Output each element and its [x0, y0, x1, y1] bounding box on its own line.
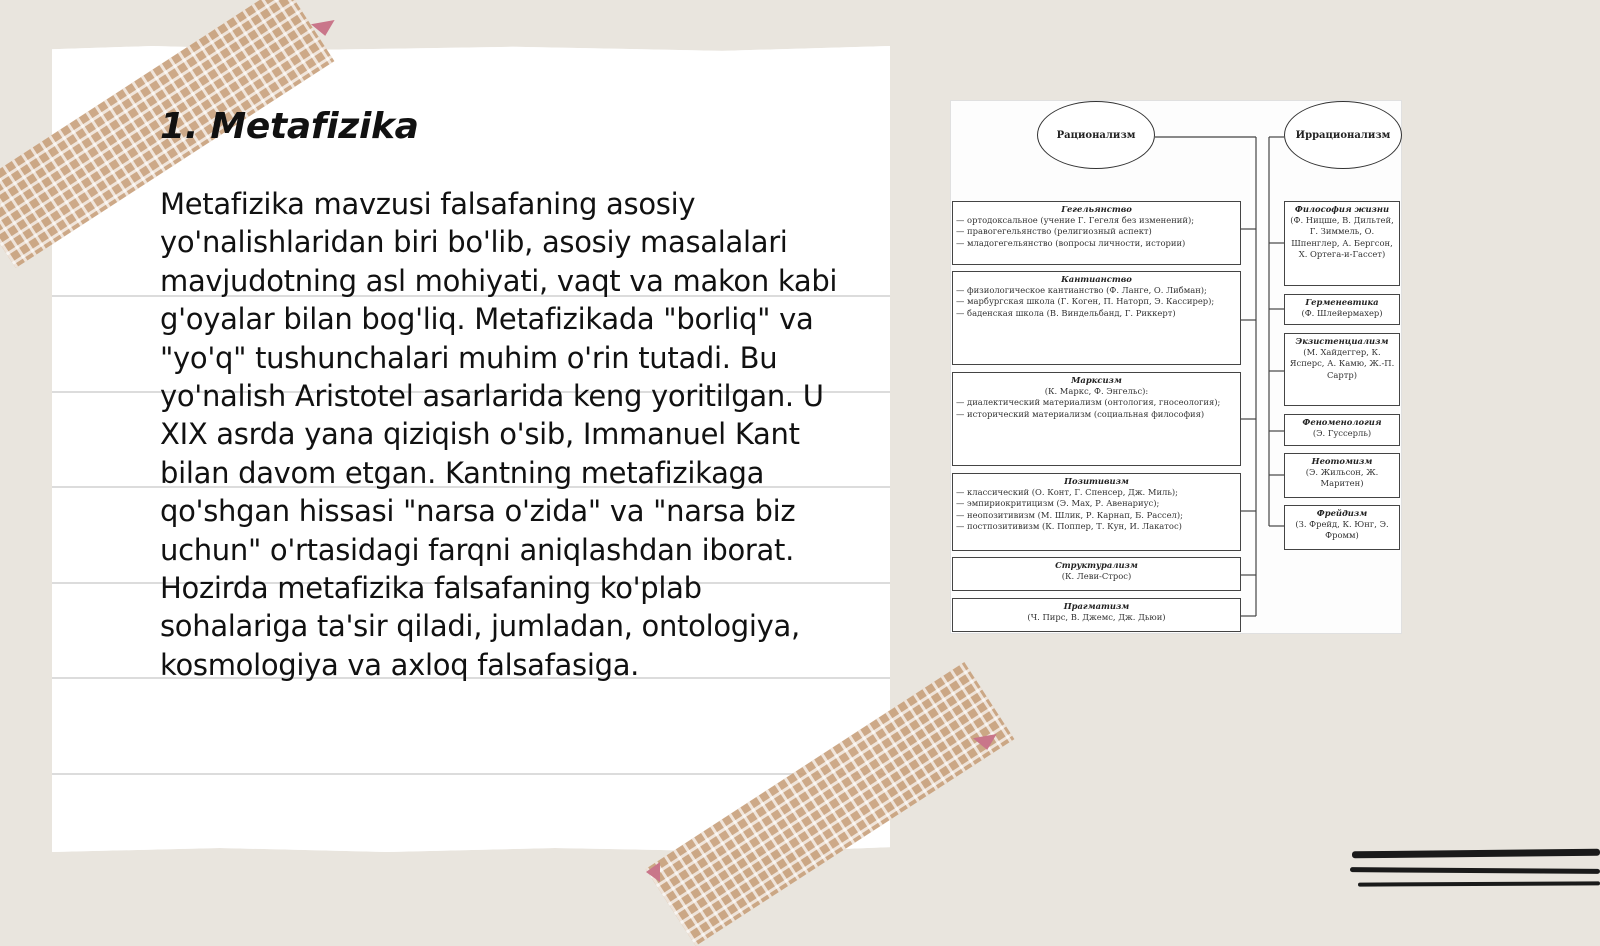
box-authors: (К. Маркс, Ф. Энгельс): — [1044, 386, 1149, 397]
box-heading: Герменевтика — [1305, 297, 1379, 307]
tape-pin-decoration — [311, 20, 337, 38]
hegelianism-box — [952, 201, 1241, 265]
tape-pin-decoration — [646, 862, 660, 882]
slide-body-text: Metafizika mavzusi falsafaning asosiy yo'nalishlaridan biri bo'lib, asosiy masalalari mavjudotning asl mohiyati, vaqt va makon kabi g'oyalar bilan bog'liq. Metafizikada "borliq" va "yo'q" tushunchalari muhim o'rin tutadi. Bu yo'nalish Aristotel asarlarida keng yoritilgan. U XIX asrda yana qiziqish o'sib, Immanuel Kant bilan davom etgan. Kantning metafizikaga qo'shgan hissasi "narsa o'zida" va "narsa biz uchun" o'rtasidagi farqni aniqlashdan iborat. Hozirda metafizika falsafaning ko'plab sohalariga ta'sir qiladi, jumladan, ontologiya, kosmologiya va axloq falsafasiga. — [160, 187, 838, 682]
box-line: — марбургская школа (Г. Коген, П. Наторп, Э. Кассирер); — [956, 296, 1215, 307]
box-authors: (К. Леви-Строс) — [1061, 571, 1132, 582]
box-line: — постпозитивизм (К. Поппер, Т. Кун, И. Лакатос) — [956, 520, 1182, 531]
box-heading: Фрейдизм — [1316, 508, 1368, 518]
box-authors: (З. Фрейд, К. Юнг, Э. Фромм) — [1295, 519, 1389, 541]
box-heading: Феноменология — [1302, 417, 1382, 427]
box-line: — правогегельянство (религиозный аспект) — [956, 226, 1152, 237]
paper-rule-line — [52, 773, 890, 775]
box-line: — эмпириокритицизм (Э. Мах, Р. Авенариус); — [956, 498, 1160, 509]
box-line: — физиологическое кантианство (Ф. Ланге, О. Либман); — [956, 285, 1207, 296]
box-heading: Прагматизм — [1063, 601, 1130, 611]
pragmatism-box — [952, 598, 1241, 632]
box-heading: Философия жизни — [1294, 204, 1390, 214]
box-heading: Гегельянство — [1061, 204, 1132, 214]
life-philosophy-box — [1284, 201, 1400, 286]
slide-title: 1. Metafizika — [160, 106, 419, 147]
box-line: — ортодоксальное (учение Г. Гегеля без изменений); — [956, 215, 1195, 226]
box-line: — неопозитивизм (М. Шлик, Р. Карнап, Б. Рассел); — [956, 509, 1183, 520]
phenomenology-box — [1284, 414, 1400, 446]
positivism-box — [952, 473, 1241, 551]
box-heading: Неотомизм — [1311, 456, 1373, 466]
box-line: — классический (О. Конт, Г. Спенсер, Дж. Миль); — [956, 487, 1179, 498]
box-authors: (Э. Гуссерль) — [1312, 428, 1372, 439]
box-heading: Кантианство — [1061, 274, 1132, 284]
brush-stroke-decoration — [1352, 849, 1600, 859]
box-heading: Марксизм — [1071, 375, 1122, 385]
box-authors: (Ф. Шлейермахер) — [1301, 308, 1383, 319]
box-line: — младогегельянство (вопросы личности, истории) — [956, 237, 1186, 248]
structuralism-box — [952, 557, 1241, 591]
irrationalism-node: Иррационализм — [1284, 101, 1402, 169]
box-line: — исторический материализм (социальная философия) — [956, 408, 1205, 419]
existentialism-box — [1284, 333, 1400, 406]
box-authors: (Ф. Ницше, В. Дильтей, Г. Зиммель, О. Шпенглер, А. Бергсон, Х. Ортега-и-Гассет) — [1290, 215, 1394, 259]
box-authors: (М. Хайдеггер, К. Ясперс, А. Камю, Ж.-П. Сартр) — [1289, 347, 1395, 380]
hermeneutics-box — [1284, 294, 1400, 325]
box-heading: Позитивизм — [1064, 476, 1129, 486]
rationalism-node: Рационализм — [1037, 101, 1155, 169]
marxism-box — [952, 372, 1241, 466]
box-heading: Структурализм — [1055, 560, 1138, 570]
freudianism-box — [1284, 505, 1400, 550]
neothomism-box — [1284, 453, 1400, 498]
box-line: — диалектический материализм (онтология, гносеология); — [956, 397, 1221, 408]
box-line: — баденская школа (В. Виндельбанд, Г. Риккерт) — [956, 307, 1176, 318]
box-heading: Экзистенциализм — [1295, 336, 1389, 346]
brush-stroke-decoration — [1350, 867, 1600, 874]
brush-stroke-decoration — [1358, 881, 1600, 886]
box-authors: (Э. Жильсон, Ж. Маритен) — [1305, 467, 1379, 489]
kantianism-box — [952, 271, 1241, 365]
box-authors: (Ч. Пирс, В. Джемс, Дж. Дьюи) — [1027, 612, 1166, 623]
philosophy-schools-diagram — [950, 100, 1402, 634]
